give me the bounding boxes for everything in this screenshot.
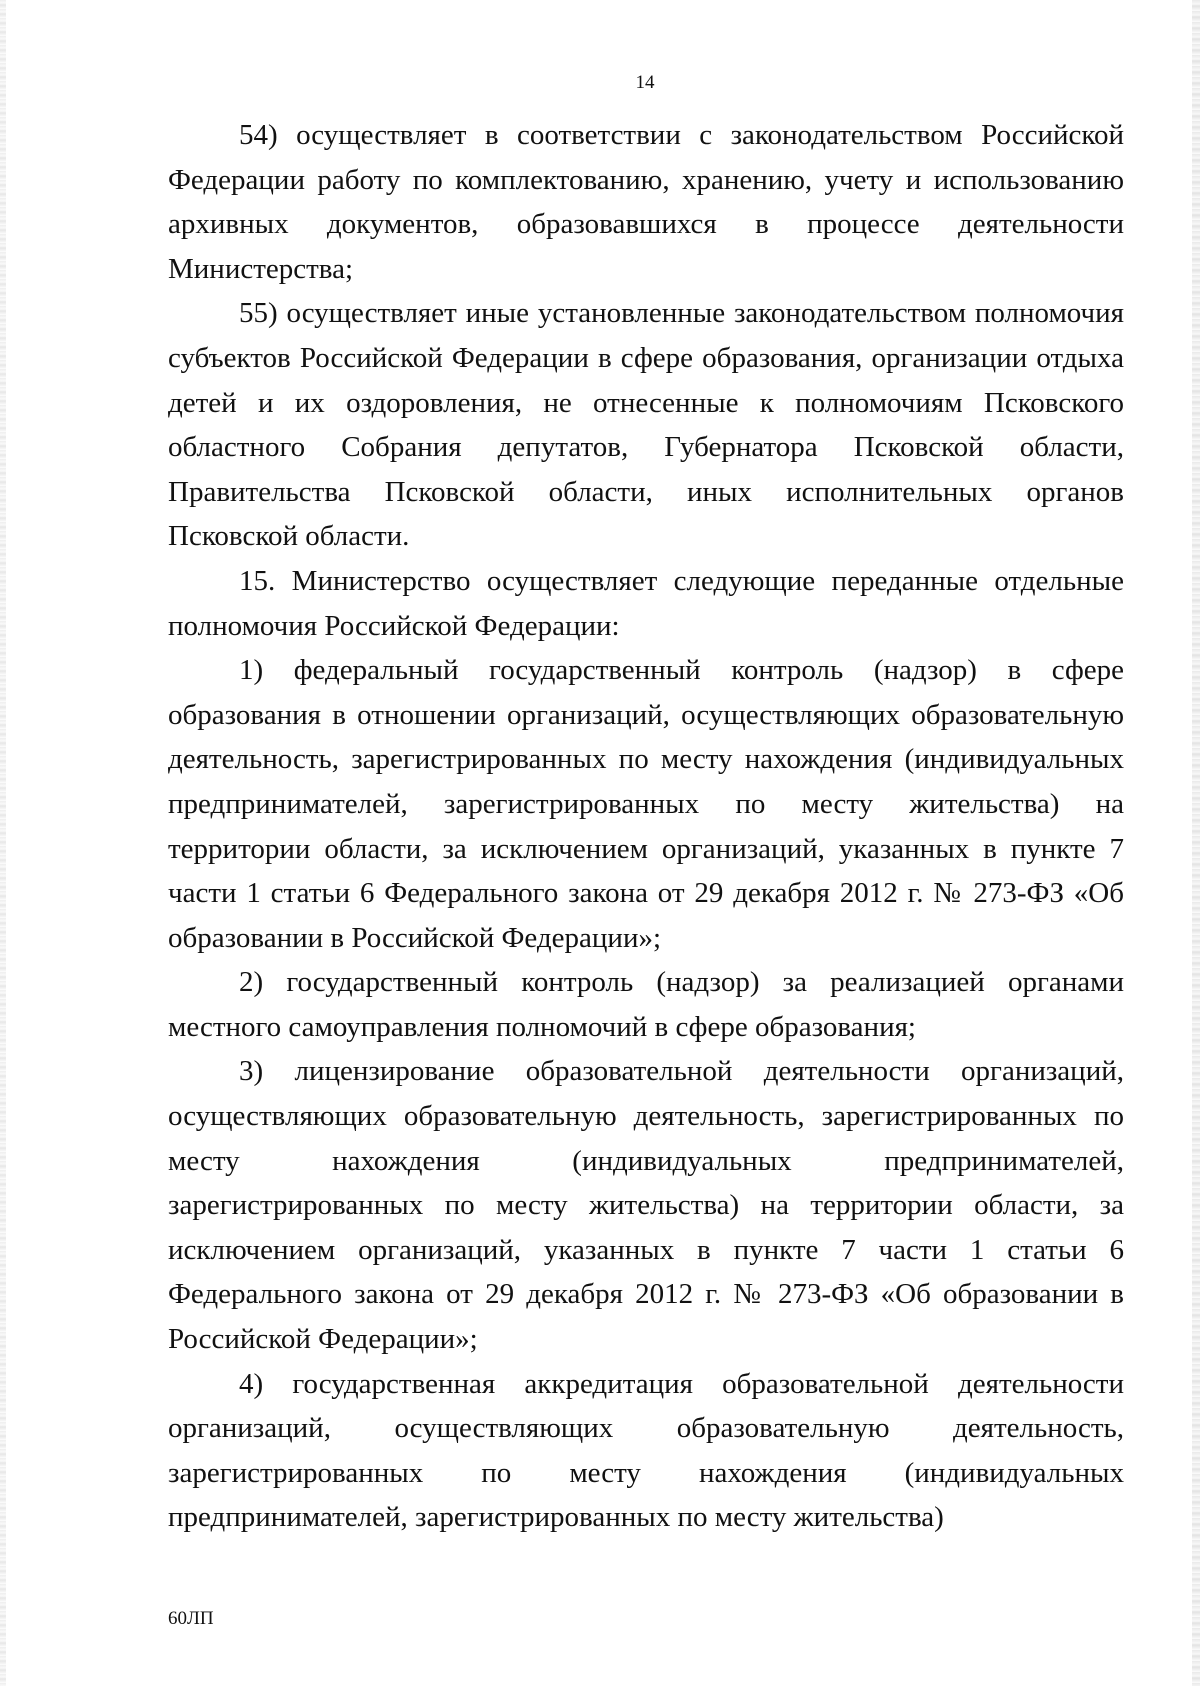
paragraph-item-1: 1) федеральный государственный контроль (надзор) в сфере образования в отношении организаций, осуществляющих образовательную деятельность, зарегистрированных по месту нахождения (индивидуальных предпринимателей, зарегистрированных по месту жительства) на территории области, за исключением организаций, указанных в пункте 7 части 1 статьи 6 Федерального закона от 29 декабря 2012 г. № 273-ФЗ «Об образовании в Российской Федерации»;: [168, 654, 1124, 954]
paragraph-item-54: 54) осуществляет в соответствии с законодательством Российской Федерации работу по комплектованию, хранению, учету и использованию архивных документов, образовавшихся в процессе деятельности Министерства;: [168, 119, 1124, 285]
paragraph-section-15: 15. Министерство осуществляет следующие переданные отдельные полномочия Российской Федерации:: [168, 564, 1124, 642]
paragraph-item-2: 2) государственный контроль (надзор) за реализацией органами местного самоуправления полномочий в сфере образования;: [168, 966, 1124, 1043]
footer-document-code: 60ЛП: [168, 1608, 214, 1629]
document-body: [168, 113, 1124, 1540]
paragraph-item-55: 55) осуществляет иные установленные законодательством полномочия субъектов Российской Федерации в сфере образования, организации отдыха детей и их оздоровления, не отнесенные к полномочиям Псковского областного Собрания депутатов, Губернатора Псковской области, Правительства Псковской области, иных исполнительных органов Псковской области.: [168, 297, 1124, 553]
scan-edge-left: [0, 0, 6, 1686]
scan-edge-right: [1192, 0, 1200, 1686]
paragraph-item-4: 4) государственная аккредитация образовательной деятельности организаций, осуществляющих образовательную деятельность, зарегистрированных по месту нахождения (индивидуальных предпринимателей, зарегистрированных по месту жительства): [168, 1367, 1124, 1534]
page-number: 14: [635, 72, 655, 93]
paragraph-item-3: 3) лицензирование образовательной деятельности организаций, осуществляющих образовательную деятельность, зарегистрированных по месту нахождения (индивидуальных предпринимателей, зарегистрированных по месту жительства) на территории области, за исключением организаций, указанных в пункте 7 части 1 статьи 6 Федерального закона от 29 декабря 2012 г. № 273-ФЗ «Об образовании в Российской Федерации»;: [168, 1055, 1124, 1356]
